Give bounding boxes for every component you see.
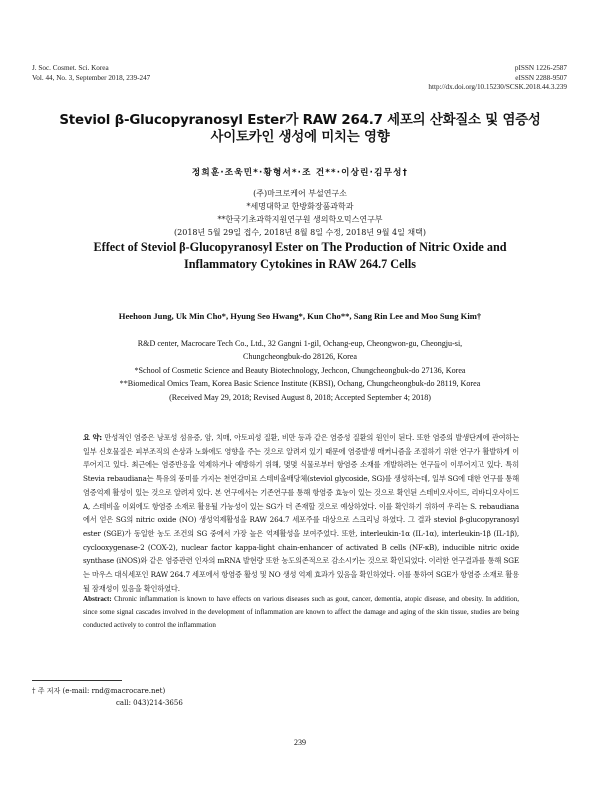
korean-title-line2: 사이토카인 생성에 미치는 영향	[210, 130, 390, 145]
journal-volume: Vol. 44, No. 3, September 2018, 239-247	[32, 73, 151, 82]
english-affiliations	[30, 337, 570, 404]
korean-affiliation: (주)마크로케어 부설연구소	[253, 189, 347, 198]
korean-abstract-text: 만성적인 염증은 낭포성 섬유증, 암, 치매, 아토피성 질환, 비만 등과 같은 염증성 질환의 원인이 된다. 또한 염증의 발생단계에 관여하는 일부 신호물질은 피부조직의 손상과 노화에도 영향을 주는 것으로 알려져 있기 때문에 염증발생 매커니즘을 조절하기 위한 연구가 활발하게 이루어지고 있다. 최근에는 염증반응을 억제하거나 예방하기 위해, 몇몇 식물로부터 항염증 소재를 개발하려는 연구들이 이루어지고 있다. 특히 Stevia rebaudiana는 특유의 풍미를 가지는 천연감미료 스테비올배당체(steviol glycoside, SG)를 생성하는데, 일부 SG에 대한 연구를 통해 염증억제 활성이 있는 것으로 알려져 있다. 본 연구에서는 기존연구를 통해 항염증 효능이 있는 것으로 확인된 스테비오사이드, 리바디오사이드 A, 스테비올 이외에도 항염증 소재로 활용될 가능성이 있는 SG가 더 존재할 것으로 예상하였다. 이를 확인하기 위하여 우리는 S. rebaudiana에서 얻은 SG의 nitric oxide (NO) 생성억제활성을 RAW 264.7 세포주를 대상으로 스크리닝 하였다. 그 결과 steviol β-glucopyranosyl ester (SGE)가 동일한 농도 조건의 SG 중에서 가장 높은 억제활성을 보여주었다. 또한, interleukin-1α (IL-1α), interleukin-1β (IL-1β), cyclooxygenase-2 (COX-2), nuclear factor kappa-light chain-enhancer of activated B cells (NF-κB), inducible nitric oxide synthase (iNOS)와 같은 염증관련 인자의 mRNA 발현량 또한 농도의존적으로 감소시키는 것으로 확인되었다. 이러한 연구결과를 통해 SGE는 마우스 대식세포인 RAW 264.7 세포에서 항염증 활성 및 NO 생성 억제 효과가 있음을 확인하였다. 이를 통하여 SGE가 항염증 소재로 활용될 잠재성이 있음을 확인하였다.	[83, 433, 519, 593]
english-affiliation: *School of Cosmetic Science and Beauty Biotechnology, Jechcon, Chungcheongbuk-do 27136, Korea	[134, 365, 466, 375]
english-affiliation: **Biomedical Omics Team, Korea Basic Science Institute (KBSI), Ochang, Chungcheongbuk-do 28119, Korea	[119, 379, 481, 389]
english-received-dates: (Received May 29, 2018; Revised August 8, 2018; Accepted September 4; 2018)	[169, 392, 431, 402]
korean-received-dates: (2018년 5월 29일 접수, 2018년 8월 8일 수정, 2018년 9월 4일 채택)	[174, 228, 426, 237]
footnote-phone: call: 043)214-3656	[116, 698, 183, 707]
korean-authors: 정희훈·조욱민*·황형서*·조 건**·이상린·김무성†	[191, 168, 409, 178]
korean-affiliation: **한국기초과학지원연구원 생의학오믹스연구부	[217, 215, 383, 224]
english-title-line2: Inflammatory Cytokines in RAW 264.7 Cells	[183, 257, 417, 271]
korean-title-line1: Steviol β-Glucopyranosyl Ester가 RAW 264.7 세포의 산화질소 및 염증성	[59, 113, 541, 128]
korean-affiliation: *세명대학교 한방화장품과학과	[246, 202, 354, 211]
english-authors: Heehoon Jung, Uk Min Cho*, Hyung Seo Hwang*, Kun Cho**, Sang Rin Lee and Moo Sung Kim†	[118, 311, 482, 321]
pissn: pISSN 1226-2587	[514, 64, 567, 72]
corresponding-author-footnote	[32, 686, 183, 709]
page-number: 239	[294, 738, 306, 747]
korean-abstract	[83, 431, 519, 595]
korean-affiliations	[30, 187, 570, 239]
journal-header-right	[428, 64, 567, 93]
journal-name: J. Soc. Cosmet. Sci. Korea	[32, 64, 109, 72]
english-abstract-label: Abstract:	[83, 595, 112, 603]
korean-title	[30, 112, 570, 146]
english-abstract	[83, 593, 519, 633]
footnote-email: † 주 저자 (e-mail: rnd@macrocare.net)	[32, 687, 166, 695]
journal-header-left	[32, 64, 150, 83]
english-title	[30, 239, 570, 273]
doi-link[interactable]: http://dx.doi.org/10.15230/SCSK.2018.44.3.239	[428, 83, 567, 92]
korean-abstract-label: 요 약:	[83, 433, 102, 442]
english-title-line1: Effect of Steviol β-Glucopyranosyl Ester on The Production of Nitric Oxide and	[93, 240, 507, 254]
footnote-divider	[32, 680, 122, 681]
english-affiliation: Chungcheongbuk-do 28126, Korea	[243, 352, 357, 362]
eissn: eISSN 2288-9507	[515, 73, 567, 82]
english-affiliation: R&D center, Macrocare Tech Co., Ltd., 32 Gangni 1-gil, Ochang-eup, Cheongwon-gu, Cheongju-si,	[137, 339, 463, 348]
english-abstract-text: Chronic inflammation is known to have effects on various diseases such as gout, cancer, dementia, atopic disease, and obesity. In addition, since some signal cascades involved in the development of inflammation are known to affect the damage and aging of the skin tissue, studies are being conducted actively to control the inflammation	[83, 595, 519, 630]
